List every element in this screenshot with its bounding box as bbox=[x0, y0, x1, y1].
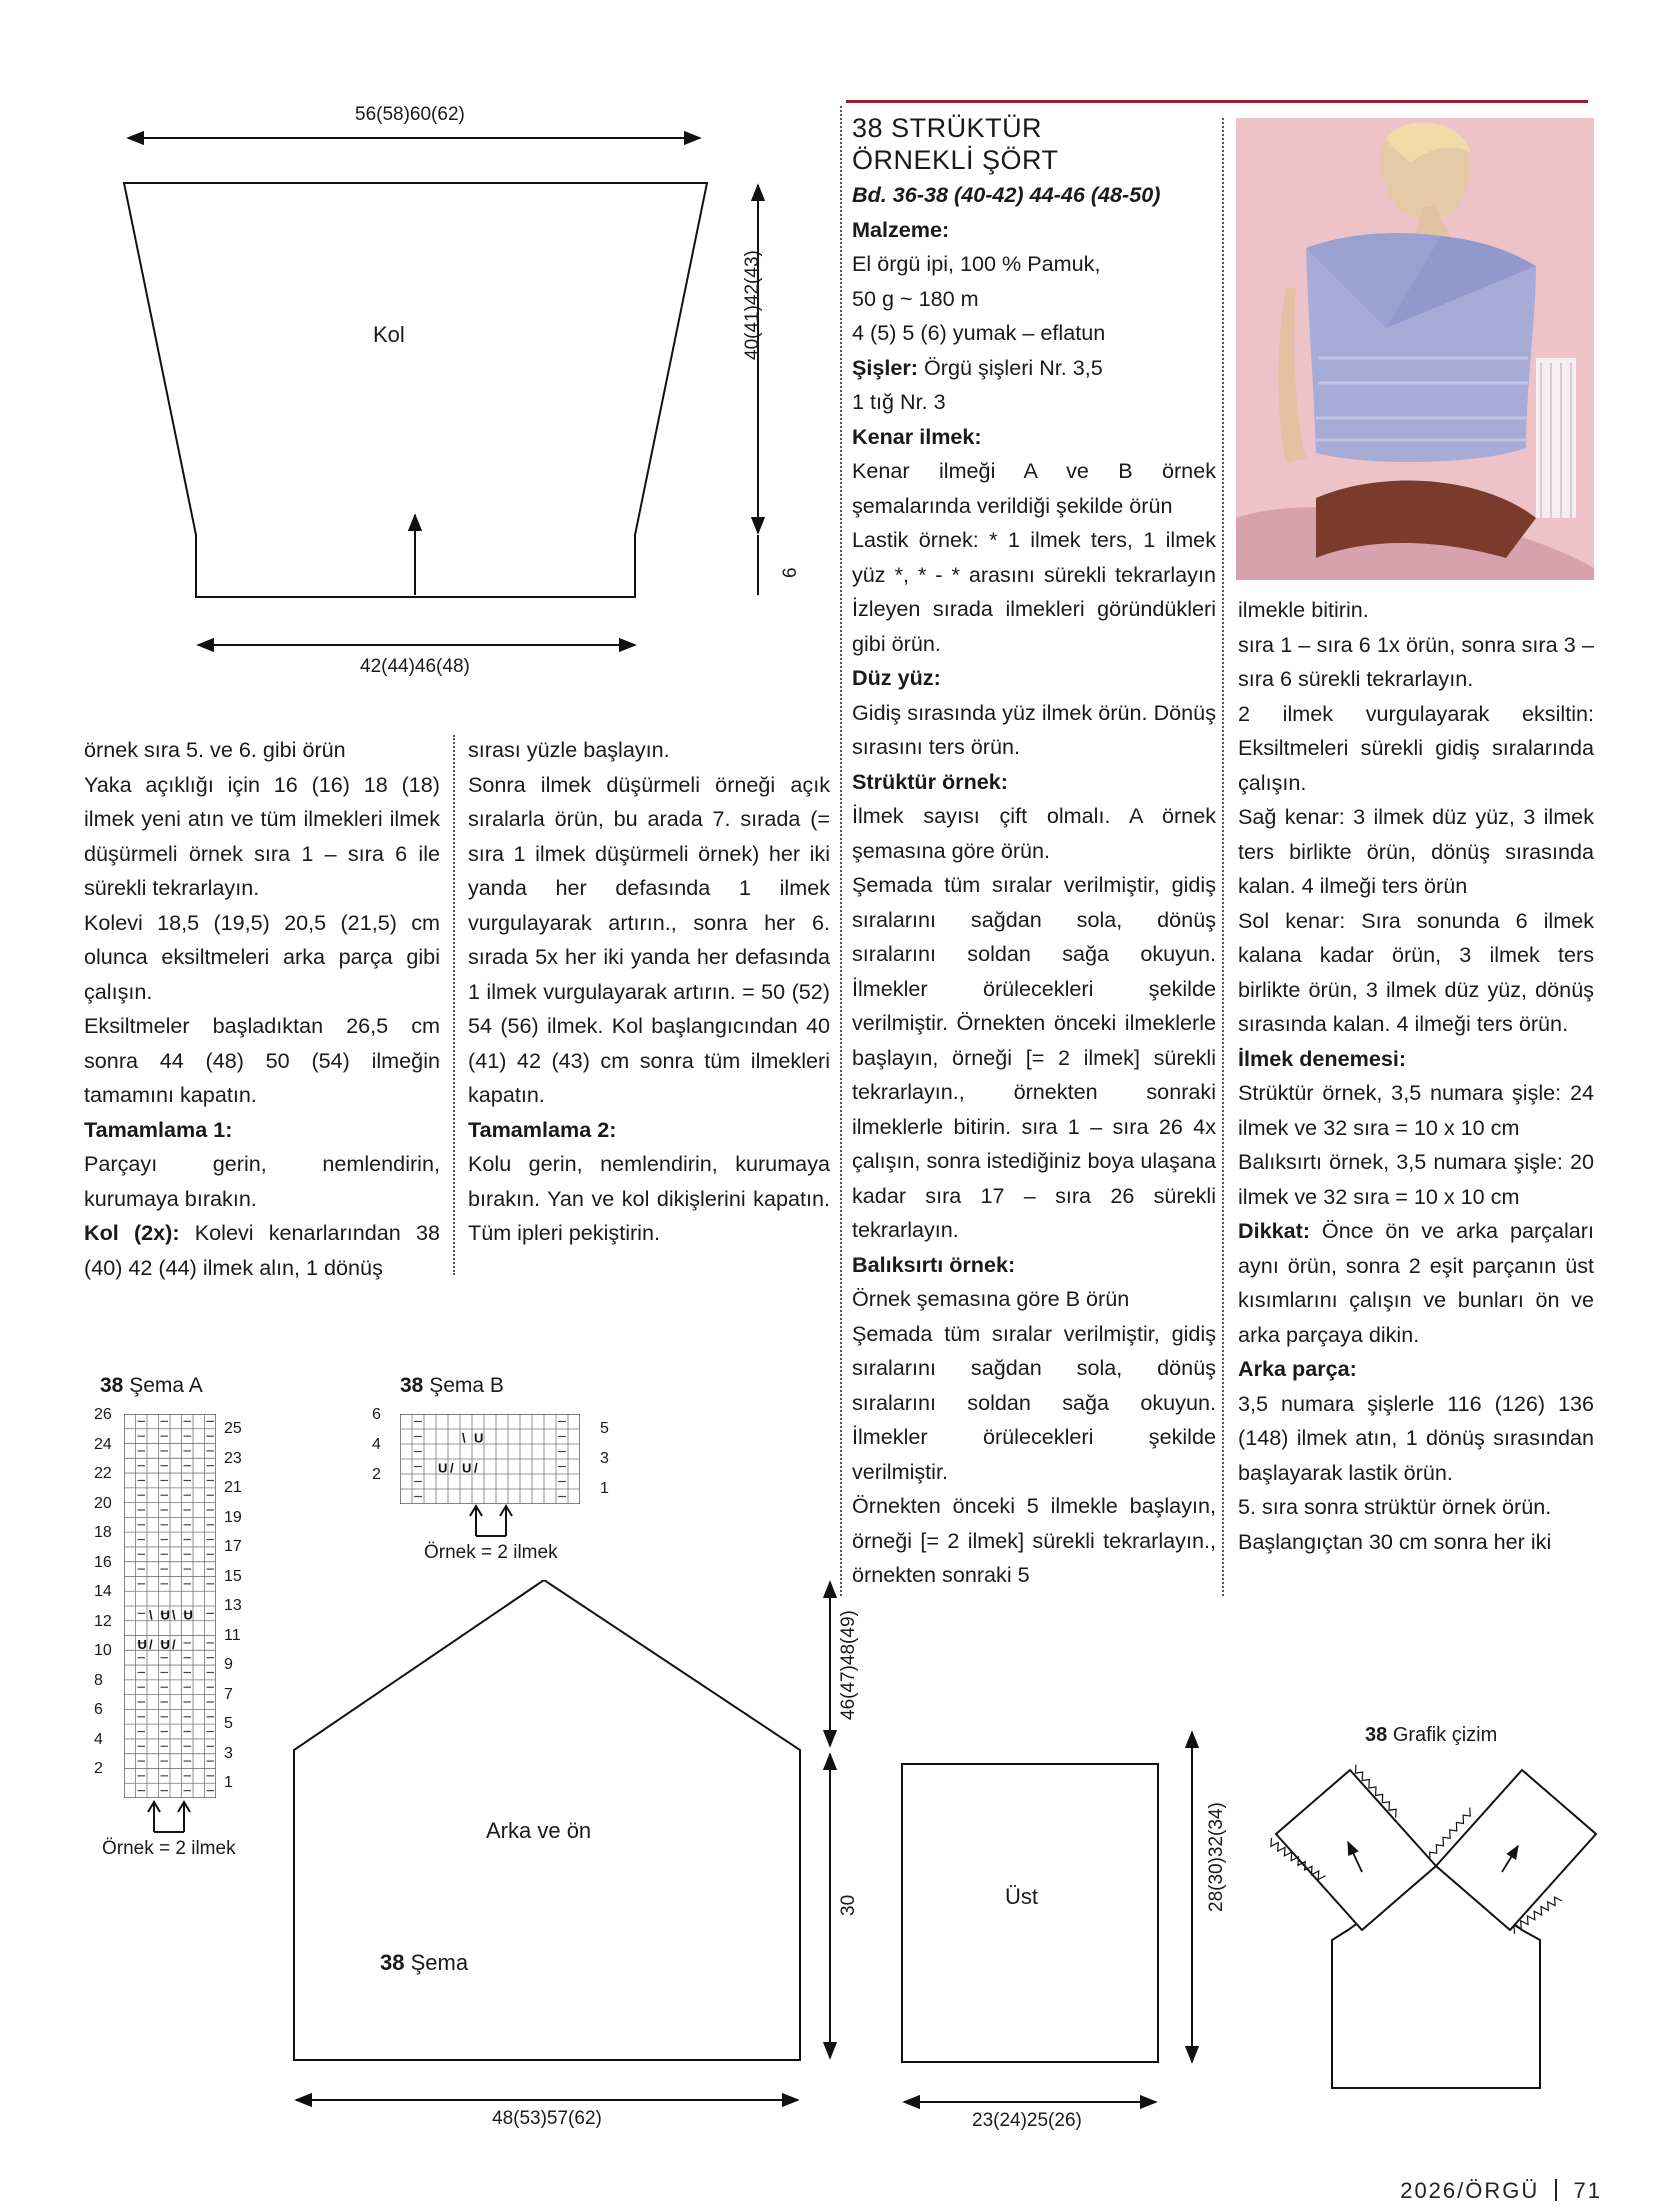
row-number: 7 bbox=[224, 1685, 233, 1703]
paragraph bbox=[1238, 1214, 1594, 1352]
chart-symbol: \ bbox=[462, 1430, 466, 1446]
heading: Malzeme: bbox=[852, 216, 950, 242]
article-number: 38 bbox=[852, 113, 884, 143]
paragraph-text: Önce ön ve arka parçaları aynı örün, sonra 2 eşit parçanın üst kısımlarını çalışın ve bunları ön ve arka parçaya dikin. bbox=[1238, 1218, 1594, 1347]
body-width-label: 48(53)57(62) bbox=[492, 2108, 602, 2129]
row-number: 25 bbox=[224, 1420, 242, 1437]
sizes: Bd. 36-38 (40-42) 44-46 (48-50) bbox=[852, 182, 1161, 207]
paragraph: ilmekle bitirin. bbox=[1238, 597, 1369, 622]
row-number: 15 bbox=[224, 1567, 242, 1585]
row-number: 1 bbox=[600, 1480, 609, 1497]
heading: Tamamlama 2: bbox=[468, 1116, 617, 1142]
paragraph bbox=[84, 1216, 440, 1285]
row-number: 12 bbox=[94, 1612, 112, 1630]
row-number: 22 bbox=[94, 1465, 112, 1483]
row-number: 14 bbox=[94, 1583, 112, 1601]
column-divider bbox=[840, 106, 842, 1596]
row-number: 18 bbox=[94, 1524, 112, 1542]
paragraph: 3,5 numara şişlerle 116 (126) 136 (148) ilmek atın, 1 dönüş sırasından başlayarak lastik örün. bbox=[1238, 1390, 1594, 1485]
paragraph: Strüktür örnek, 3,5 numara şişle: 24 ilmek ve 32 sıra = 10 x 10 cm bbox=[1238, 1080, 1594, 1140]
heading-inline: Dikkat: bbox=[1238, 1218, 1311, 1243]
ust-shape bbox=[902, 1764, 1158, 2062]
ust-height-label: 28(30)32(34) bbox=[1206, 1802, 1227, 1912]
footer-separator bbox=[1555, 2179, 1557, 2201]
ust-width-label: 23(24)25(26) bbox=[972, 2110, 1082, 2131]
paragraph: Sol kenar: Sıra sonunda 6 ilmek kalana kadar örün, 3 ilmek ters birlikte örün, 3 ilmek düz yüz, dönüş sırasında kalan. 4 ilmeği ters örün. bbox=[1238, 907, 1594, 1036]
row-number: 11 bbox=[224, 1626, 241, 1644]
row-number: 24 bbox=[94, 1435, 112, 1453]
chart-b-repeat-bracket bbox=[462, 1504, 522, 1540]
row-number: 17 bbox=[224, 1538, 242, 1556]
paragraph bbox=[852, 351, 1216, 386]
heading: Balıksırtı örnek: bbox=[852, 1251, 1016, 1277]
body-height-top-label: 46(47)48(49) bbox=[838, 1610, 859, 1720]
paragraph: İlmek sayısı çift olmalı. A örnek şemasına göre örün. bbox=[852, 803, 1216, 863]
paragraph: 2 ilmek vurgulayarak eksiltin: Eksiltmeleri sürekli gidiş sıralarında çalışın. bbox=[1238, 700, 1594, 795]
chart-b-grid bbox=[400, 1414, 580, 1504]
row-number: 16 bbox=[94, 1553, 112, 1571]
body-diagram bbox=[280, 1580, 880, 2140]
chart-symbol: U bbox=[137, 1636, 147, 1652]
chart-symbol: U bbox=[474, 1430, 484, 1446]
garment-photo bbox=[1236, 118, 1594, 580]
body-caption-number: 38 bbox=[380, 1950, 405, 1975]
paragraph: Örnekten önceki 5 ilmekle başlayın, örneği [= 2 ilmek] sürekli tekrarlayın., örnekten sonraki 5 bbox=[852, 1493, 1216, 1587]
paragraph: 50 g ~ 180 m bbox=[852, 285, 979, 311]
chart-b-title-text: Şema B bbox=[429, 1374, 504, 1397]
chart-symbol: U bbox=[462, 1460, 472, 1476]
chart-a-repeat-bracket bbox=[140, 1800, 200, 1836]
row-number: 2 bbox=[372, 1466, 381, 1483]
paragraph: Gidiş sırasında yüz ilmek örün. Dönüş sırasını ters örün. bbox=[852, 699, 1216, 759]
paragraph: sırası yüzle başlayın. bbox=[468, 737, 670, 762]
row-number: 8 bbox=[94, 1671, 103, 1689]
paragraph: Örnek şemasına göre B örün bbox=[852, 1286, 1130, 1311]
heading: Kenar ilmek: bbox=[852, 423, 982, 449]
heading: Arka parça: bbox=[1238, 1356, 1357, 1381]
chart-symbol: U bbox=[160, 1607, 170, 1623]
chart-b-title bbox=[400, 1374, 504, 1398]
paragraph: Başlangıçtan 30 cm sonra her iki bbox=[1238, 1528, 1552, 1554]
heading: Düz yüz: bbox=[852, 665, 941, 690]
text-column-left bbox=[84, 733, 440, 1285]
row-number: 4 bbox=[372, 1436, 381, 1453]
chart-symbol: \ bbox=[172, 1607, 176, 1623]
chart-a-grid bbox=[124, 1414, 216, 1798]
row-number: 20 bbox=[94, 1494, 112, 1512]
heading-inline: Kol (2x): bbox=[84, 1220, 180, 1245]
paragraph: Şemada tüm sıralar verilmiştir, gidiş sıralarını sağdan sola, dönüş sıralarını soldan sağa okuyun. İlmekler örülecekleri şekilde verilmiştir. Örnekten önceki ilmeklerle başlayın, örneği [= 2 ilmek] sürekli tekrarlayın., örnekten sonraki ilmeklerle bitirin. sıra 1 – sıra 26 4x çalışın, sonra istediğiniz boya ulaşana kadar sıra 17 – sıra 26 sürekli tekrarlayın. bbox=[852, 872, 1216, 1242]
row-number: 10 bbox=[94, 1642, 112, 1660]
page-footer bbox=[1400, 2178, 1602, 2204]
row-number: 23 bbox=[224, 1449, 242, 1467]
grafik-title bbox=[1365, 1724, 1497, 1747]
page-number: 71 bbox=[1573, 2178, 1602, 2203]
column-divider bbox=[1222, 118, 1224, 1596]
chart-symbol: U bbox=[438, 1460, 448, 1476]
chart-symbol: / bbox=[172, 1636, 176, 1652]
text-column-right-1 bbox=[852, 112, 1216, 1593]
body-label: Arka ve ön bbox=[486, 1818, 592, 1843]
kol-bottom-width-label: 42(44)46(48) bbox=[360, 656, 470, 677]
heading-inline: Şişler: bbox=[852, 354, 919, 380]
column-divider bbox=[453, 735, 455, 1275]
paragraph: sıra 1 – sıra 6 1x örün, sonra sıra 3 – sıra 6 sürekli tekrarlayın. bbox=[1238, 631, 1594, 691]
chart-a-title bbox=[100, 1374, 203, 1398]
row-number: 19 bbox=[224, 1508, 242, 1526]
heading: Tamamlama 1: bbox=[84, 1116, 233, 1142]
chart-symbol: \ bbox=[149, 1607, 153, 1623]
paragraph-text: Örgü şişleri Nr. 3,5 bbox=[918, 354, 1103, 380]
row-number: 3 bbox=[600, 1450, 609, 1467]
paragraph: Şemada tüm sıralar verilmiştir, gidiş sıralarını sağdan sola, dönüş sıralarını soldan sağa okuyun. İlmekler örülecekleri şekilde verilmiştir. bbox=[852, 1320, 1216, 1484]
body-caption-text: Şema bbox=[410, 1950, 469, 1975]
paragraph: El örgü ipi, 100 % Pamuk, bbox=[852, 251, 1101, 276]
paragraph: Parçayı gerin, nemlendirin, kurumaya bırakın. bbox=[84, 1151, 440, 1211]
grafik-diagram bbox=[1260, 1750, 1600, 2090]
paragraph: örnek sıra 5. ve 6. gibi örün bbox=[84, 737, 346, 762]
paragraph: Kolevi 18,5 (19,5) 20,5 (21,5) cm olunca eksiltmeleri arka parça gibi çalışın. bbox=[84, 909, 440, 1004]
paragraph-text: Kolevi kenarlarından 38 (40) 42 (44) ilmek alın, 1 dönüş bbox=[84, 1220, 440, 1280]
chart-symbol: / bbox=[149, 1636, 153, 1652]
row-number: 2 bbox=[94, 1760, 103, 1778]
ust-diagram bbox=[890, 1730, 1220, 2130]
row-number: 26 bbox=[94, 1406, 112, 1423]
row-number: 21 bbox=[224, 1479, 242, 1497]
paragraph: Lastik örnek: * 1 ilmek ters, 1 ilmek yüz *, * - * arasını sürekli tekrarlayın İzleyen sırada ilmekleri göründükleri gibi örün. bbox=[852, 527, 1216, 656]
row-number: 1 bbox=[224, 1774, 233, 1792]
chart-symbol: U bbox=[183, 1607, 193, 1623]
text-column-right-2 bbox=[1238, 593, 1594, 1559]
kol-cuff-label: 6 bbox=[780, 567, 801, 578]
row-number: 6 bbox=[94, 1701, 103, 1719]
article-title bbox=[852, 112, 1216, 176]
grafik-title-text: Grafik çizim bbox=[1392, 1724, 1498, 1746]
text-column-middle bbox=[468, 733, 830, 1251]
heading: Strüktür örnek: bbox=[852, 768, 1008, 794]
paragraph: Balıksırtı örnek, 3,5 numara şişle: 20 ilmek ve 32 sıra = 10 x 10 cm bbox=[1238, 1149, 1594, 1209]
paragraph: Eksiltmeler başladıktan 26,5 cm sonra 44 (48) 50 (54) ilmeğin tamamını kapatın. bbox=[84, 1013, 440, 1107]
paragraph: 5. sıra sonra strüktür örnek örün. bbox=[1238, 1494, 1552, 1519]
chart-b-repeat-label: Örnek = 2 ilmek bbox=[424, 1542, 558, 1563]
article-title-line2: ÖRNEKLİ ŞÖRT bbox=[852, 145, 1059, 175]
paragraph: 1 tığ Nr. 3 bbox=[852, 389, 946, 414]
kol-top-width-label: 56(58)60(62) bbox=[355, 104, 465, 125]
row-number: 5 bbox=[600, 1420, 609, 1437]
paragraph: Kenar ilmeği A ve B örnek şemalarında verildiği şekilde örün bbox=[852, 458, 1216, 518]
row-number: 9 bbox=[224, 1656, 233, 1674]
chart-a-title-text: Şema A bbox=[129, 1374, 203, 1397]
chart-b-number: 38 bbox=[400, 1374, 424, 1397]
body-height-bottom-label: 30 bbox=[838, 1894, 859, 1916]
row-number: 13 bbox=[224, 1597, 242, 1615]
chart-symbol: / bbox=[474, 1460, 478, 1476]
title-rule bbox=[846, 100, 1588, 103]
row-number: 5 bbox=[224, 1715, 233, 1733]
body-caption bbox=[380, 1950, 468, 1976]
paragraph: 4 (5) 5 (6) yumak – eflatun bbox=[852, 320, 1106, 345]
paragraph: Yaka açıklığı için 16 (16) 18 (18) ilmek yeni atın ve tüm ilmekleri ilmek düşürmeli örnek sıra 1 – sıra 6 ile sürekli tekrarlayın. bbox=[84, 771, 440, 900]
row-number: 3 bbox=[224, 1744, 233, 1762]
grafik-number: 38 bbox=[1365, 1724, 1388, 1746]
article-title-line1: STRÜKTÜR bbox=[891, 113, 1043, 143]
kol-label: Kol bbox=[373, 322, 405, 347]
chart-a-repeat-label: Örnek = 2 ilmek bbox=[102, 1838, 236, 1859]
heading: İlmek denemesi: bbox=[1238, 1045, 1407, 1071]
chart-symbol: U bbox=[160, 1636, 170, 1652]
chart-a-number: 38 bbox=[100, 1374, 124, 1397]
paragraph: Kolu gerin, nemlendirin, kurumaya bırakın. Yan ve kol dikişlerini kapatın. Tüm ipleri pekiştirin. bbox=[468, 1151, 830, 1245]
paragraph: Sonra ilmek düşürmeli örneği açık sıralarla örün, bu arada 7. sırada (= sıra 1 ilmek düşürmeli örnek) her iki yanda her defasında 1 ilmek vurgulayarak artırın., sonra her 6. sırada 5x her iki yanda her defasında 1 ilmek vurgulayarak artırın. = 50 (52) 54 (56) ilmek. Kol başlangıcından 40 (41) 42 (43) cm sonra tüm ilmekleri kapatın. bbox=[468, 771, 830, 1107]
magazine-name: 2026/ÖRGÜ bbox=[1400, 2178, 1540, 2203]
row-number: 6 bbox=[372, 1406, 381, 1423]
kol-diagram bbox=[100, 95, 830, 695]
paragraph: Sağ kenar: 3 ilmek düz yüz, 3 ilmek ters birlikte örün, dönüş sırasında kalan. 4 ilmeği ters örün bbox=[1238, 804, 1594, 898]
ust-label: Üst bbox=[1005, 1884, 1038, 1909]
kol-height-label: 40(41)42(43) bbox=[742, 250, 763, 360]
chart-symbol: / bbox=[450, 1460, 454, 1476]
row-number: 4 bbox=[94, 1730, 103, 1748]
